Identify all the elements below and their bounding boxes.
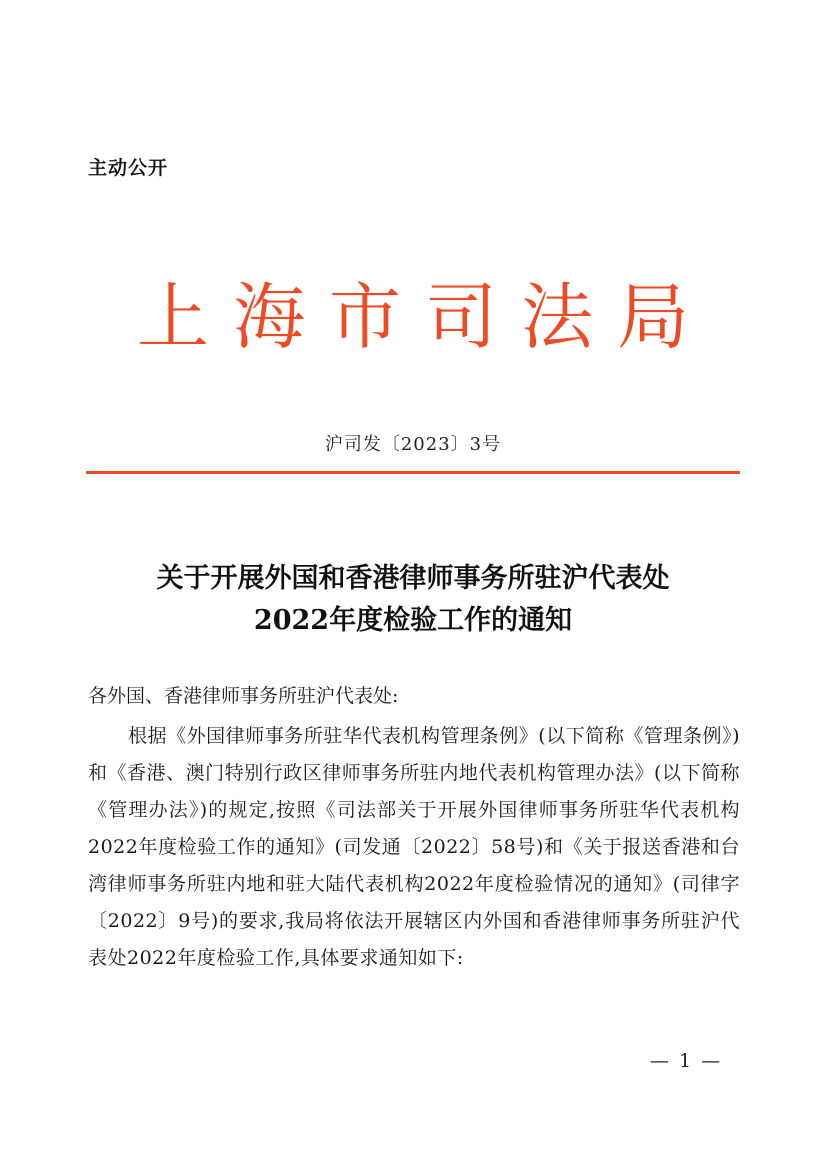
disclosure-label: 主动公开 xyxy=(88,157,169,179)
notice-title-line-1: 关于开展外国和香港律师事务所驻沪代表处 xyxy=(156,563,670,594)
bureau-name-letterhead: 上海市司法局 xyxy=(136,275,713,359)
notice-title-line-2: 2022年度检验工作的通知 xyxy=(253,605,573,636)
document-number: 沪司发〔2023〕3号 xyxy=(324,434,502,455)
page-number: — 1 — xyxy=(650,1050,723,1072)
letterhead-divider xyxy=(86,471,740,474)
notice-title xyxy=(0,558,826,642)
salutation: 各外国、香港律师事务所驻沪代表处: xyxy=(88,685,399,707)
body-paragraph-1: 根据《外国律师事务所驻华代表机构管理条例》(以下简称《管理条例》)和《香港、澳门特别行政区律师事务所驻内地代表机构管理办法》(以下简称《管理办法》)的规定,按照《司法部关于开展外国律师事务所驻华代表机构2022年度检验工作的通知》(司发通〔2022〕58号)和《关于报送香港和台湾律师事务所驻内地和驻大陆代表机构2022年度检验情况的通知》(司律字〔2022〕9号)的要求,我局将依法开展辖区内外国和香港律师事务所驻沪代表处2022年度检验工作,具体要求通知如下: xyxy=(88,725,740,969)
notice-body xyxy=(88,678,740,977)
